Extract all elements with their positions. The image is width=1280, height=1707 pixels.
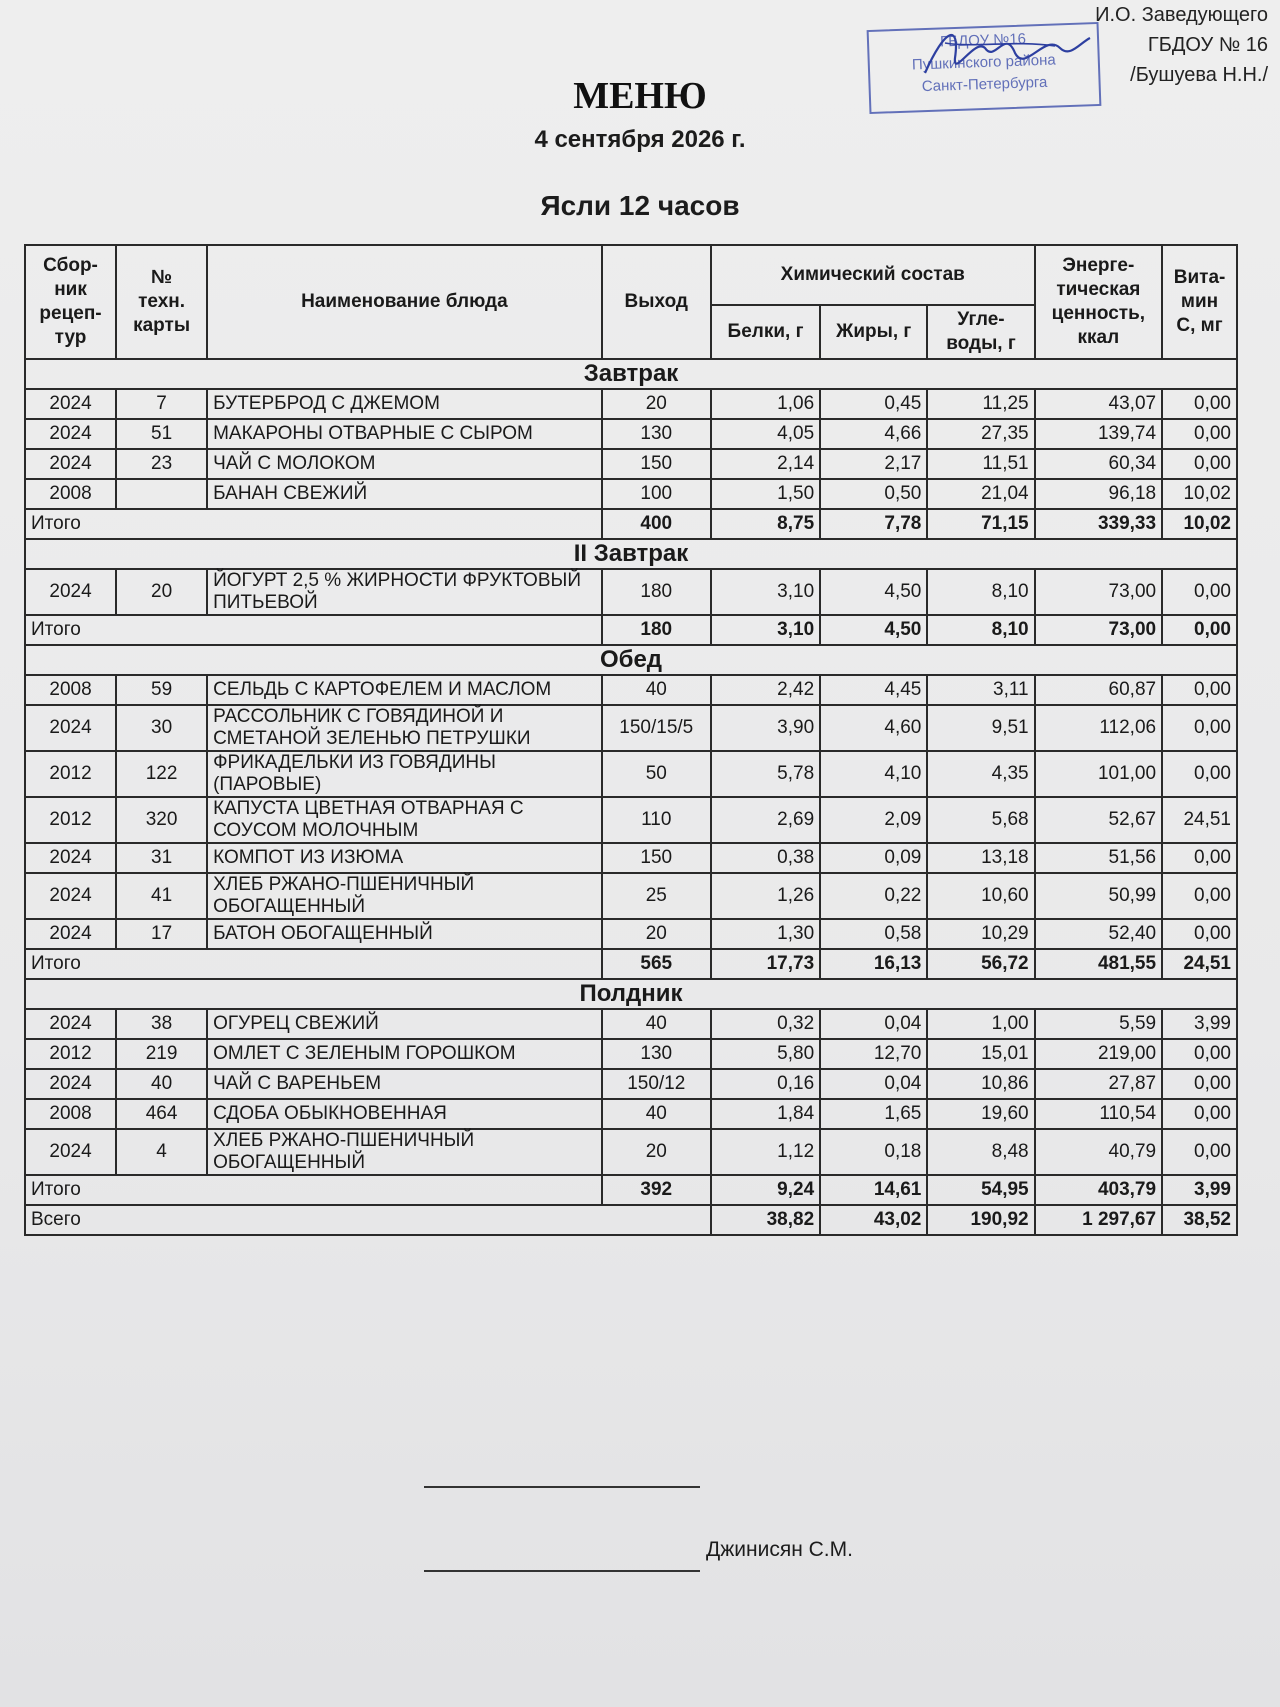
table-row <box>25 797 1237 843</box>
total-row <box>25 949 1237 979</box>
cell-fat: 0,18 <box>820 1129 927 1175</box>
cell-energy: 43,07 <box>1035 389 1162 419</box>
grand-total-row <box>25 1205 1237 1235</box>
cell-energy: 219,00 <box>1035 1039 1162 1069</box>
cell-collection: 2012 <box>25 797 116 843</box>
cell-collection: 2024 <box>25 873 116 919</box>
age-group: Ясли 12 часов <box>540 190 740 221</box>
cell-vitamin-c: 0,00 <box>1162 1099 1237 1129</box>
section-title: Завтрак <box>25 359 1237 389</box>
table-row <box>25 705 1237 751</box>
table-row <box>25 1129 1237 1175</box>
total-carbs: 71,15 <box>927 509 1034 539</box>
signature-line <box>424 1486 700 1488</box>
cell-energy: 52,67 <box>1035 797 1162 843</box>
cell-yield: 20 <box>602 919 711 949</box>
cell-dish-name: МАКАРОНЫ ОТВАРНЫЕ С СЫРОМ <box>207 419 602 449</box>
total-vitamin-c: 24,51 <box>1162 949 1237 979</box>
col-vitamin-c: Вита- мин С, мг <box>1162 245 1237 359</box>
cell-energy: 50,99 <box>1035 873 1162 919</box>
cell-yield: 50 <box>602 751 711 797</box>
cell-vitamin-c: 0,00 <box>1162 919 1237 949</box>
cell-dish-name: БАТОН ОБОГАЩЕННЫЙ <box>207 919 602 949</box>
total-protein: 9,24 <box>711 1175 820 1205</box>
col-collection: Сбор- ник рецеп- тур <box>25 245 116 359</box>
total-energy: 403,79 <box>1035 1175 1162 1205</box>
cell-yield: 25 <box>602 873 711 919</box>
cell-energy: 60,87 <box>1035 675 1162 705</box>
table-row <box>25 1009 1237 1039</box>
cell-carbs: 13,18 <box>927 843 1034 873</box>
cell-protein: 1,30 <box>711 919 820 949</box>
cell-vitamin-c: 0,00 <box>1162 1129 1237 1175</box>
total-protein: 8,75 <box>711 509 820 539</box>
table-body <box>25 359 1237 1235</box>
cell-collection: 2024 <box>25 1129 116 1175</box>
total-vitamin-c: 10,02 <box>1162 509 1237 539</box>
section-title: II Завтрак <box>25 539 1237 569</box>
col-yield: Выход <box>602 245 711 359</box>
cell-yield: 130 <box>602 419 711 449</box>
total-row <box>25 509 1237 539</box>
cell-yield: 150 <box>602 843 711 873</box>
table-row <box>25 1099 1237 1129</box>
cell-vitamin-c: 0,00 <box>1162 1069 1237 1099</box>
cell-card-number: 122 <box>116 751 207 797</box>
table-row <box>25 1039 1237 1069</box>
cell-dish-name: ХЛЕБ РЖАНО-ПШЕНИЧНЫЙ ОБОГАЩЕННЫЙ <box>207 1129 602 1175</box>
grand-total-vitamin-c: 38,52 <box>1162 1205 1237 1235</box>
cell-yield: 110 <box>602 797 711 843</box>
table-row <box>25 843 1237 873</box>
cell-energy: 51,56 <box>1035 843 1162 873</box>
cell-protein: 1,26 <box>711 873 820 919</box>
cell-fat: 4,50 <box>820 569 927 615</box>
total-energy: 481,55 <box>1035 949 1162 979</box>
cell-card-number: 4 <box>116 1129 207 1175</box>
cell-collection: 2024 <box>25 705 116 751</box>
grand-total-carbs: 190,92 <box>927 1205 1034 1235</box>
cell-card-number: 320 <box>116 797 207 843</box>
cell-vitamin-c: 0,00 <box>1162 843 1237 873</box>
cell-card-number: 464 <box>116 1099 207 1129</box>
cell-carbs: 8,48 <box>927 1129 1034 1175</box>
cell-card-number: 31 <box>116 843 207 873</box>
total-label: Итого <box>25 949 602 979</box>
col-card-number: № техн. карты <box>116 245 207 359</box>
cell-collection: 2008 <box>25 675 116 705</box>
cell-dish-name: СДОБА ОБЫКНОВЕННАЯ <box>207 1099 602 1129</box>
cell-energy: 139,74 <box>1035 419 1162 449</box>
cell-protein: 5,78 <box>711 751 820 797</box>
cell-energy: 96,18 <box>1035 479 1162 509</box>
cell-card-number: 40 <box>116 1069 207 1099</box>
cell-collection: 2024 <box>25 419 116 449</box>
cell-vitamin-c: 0,00 <box>1162 449 1237 479</box>
cell-card-number: 17 <box>116 919 207 949</box>
table-row <box>25 419 1237 449</box>
cell-card-number <box>116 479 207 509</box>
cell-vitamin-c: 0,00 <box>1162 1039 1237 1069</box>
total-protein: 3,10 <box>711 615 820 645</box>
cell-carbs: 8,10 <box>927 569 1034 615</box>
cell-card-number: 219 <box>116 1039 207 1069</box>
cell-dish-name: ФРИКАДЕЛЬКИ ИЗ ГОВЯДИНЫ (ПАРОВЫЕ) <box>207 751 602 797</box>
cell-carbs: 11,25 <box>927 389 1034 419</box>
cell-yield: 150/12 <box>602 1069 711 1099</box>
cell-dish-name: ХЛЕБ РЖАНО-ПШЕНИЧНЫЙ ОБОГАЩЕННЫЙ <box>207 873 602 919</box>
cell-card-number: 20 <box>116 569 207 615</box>
col-protein: Белки, г <box>711 305 820 359</box>
section-row <box>25 979 1237 1009</box>
cell-fat: 0,09 <box>820 843 927 873</box>
cell-energy: 40,79 <box>1035 1129 1162 1175</box>
cell-vitamin-c: 3,99 <box>1162 1009 1237 1039</box>
cell-yield: 150 <box>602 449 711 479</box>
cell-carbs: 3,11 <box>927 675 1034 705</box>
cell-protein: 3,10 <box>711 569 820 615</box>
cell-fat: 0,04 <box>820 1069 927 1099</box>
approval-name: /Бушуева Н.Н./ <box>1130 64 1268 86</box>
cell-fat: 1,65 <box>820 1099 927 1129</box>
cell-dish-name: ЧАЙ С ВАРЕНЬЕМ <box>207 1069 602 1099</box>
cell-energy: 60,34 <box>1035 449 1162 479</box>
total-row <box>25 615 1237 645</box>
cell-energy: 112,06 <box>1035 705 1162 751</box>
cell-protein: 2,42 <box>711 675 820 705</box>
cell-vitamin-c: 0,00 <box>1162 705 1237 751</box>
cell-card-number: 23 <box>116 449 207 479</box>
cell-carbs: 10,86 <box>927 1069 1034 1099</box>
cell-yield: 130 <box>602 1039 711 1069</box>
cell-vitamin-c: 0,00 <box>1162 419 1237 449</box>
cell-protein: 0,32 <box>711 1009 820 1039</box>
cell-card-number: 51 <box>116 419 207 449</box>
cell-carbs: 21,04 <box>927 479 1034 509</box>
total-yield: 392 <box>602 1175 711 1205</box>
grand-total-label: Всего <box>25 1205 711 1235</box>
total-fat: 7,78 <box>820 509 927 539</box>
total-yield: 400 <box>602 509 711 539</box>
total-energy: 339,33 <box>1035 509 1162 539</box>
total-vitamin-c: 0,00 <box>1162 615 1237 645</box>
cell-protein: 0,38 <box>711 843 820 873</box>
cell-fat: 2,17 <box>820 449 927 479</box>
approval-institution: ГБДОУ № 16 <box>1147 34 1268 56</box>
cell-protein: 3,90 <box>711 705 820 751</box>
stamp-line: Санкт-Петербурга <box>921 73 1048 96</box>
cell-carbs: 1,00 <box>927 1009 1034 1039</box>
cell-protein: 1,06 <box>711 389 820 419</box>
cell-collection: 2024 <box>25 1069 116 1099</box>
cell-dish-name: СЕЛЬДЬ С КАРТОФЕЛЕМ И МАСЛОМ <box>207 675 602 705</box>
total-carbs: 8,10 <box>927 615 1034 645</box>
cell-collection: 2012 <box>25 751 116 797</box>
table-row <box>25 449 1237 479</box>
cell-collection: 2012 <box>25 1039 116 1069</box>
cell-protein: 1,84 <box>711 1099 820 1129</box>
cell-carbs: 4,35 <box>927 751 1034 797</box>
table-row <box>25 873 1237 919</box>
menu-table <box>24 244 1238 1236</box>
cell-yield: 40 <box>602 1009 711 1039</box>
cell-vitamin-c: 0,00 <box>1162 389 1237 419</box>
cell-protein: 0,16 <box>711 1069 820 1099</box>
col-dish-name: Наименование блюда <box>207 245 602 359</box>
cell-vitamin-c: 10,02 <box>1162 479 1237 509</box>
cell-fat: 0,50 <box>820 479 927 509</box>
approval-position: И.О. Заведующего <box>1095 4 1268 26</box>
cell-fat: 4,10 <box>820 751 927 797</box>
menu-date: 4 сентября 2026 г. <box>534 126 746 153</box>
cell-yield: 20 <box>602 389 711 419</box>
cell-yield: 40 <box>602 675 711 705</box>
cell-collection: 2024 <box>25 1009 116 1039</box>
cell-protein: 5,80 <box>711 1039 820 1069</box>
cell-vitamin-c: 0,00 <box>1162 569 1237 615</box>
cell-card-number: 59 <box>116 675 207 705</box>
cell-fat: 12,70 <box>820 1039 927 1069</box>
total-energy: 73,00 <box>1035 615 1162 645</box>
cell-dish-name: ОМЛЕТ С ЗЕЛЕНЫМ ГОРОШКОМ <box>207 1039 602 1069</box>
cell-dish-name: ОГУРЕЦ СВЕЖИЙ <box>207 1009 602 1039</box>
cell-collection: 2024 <box>25 919 116 949</box>
total-carbs: 54,95 <box>927 1175 1034 1205</box>
cell-energy: 110,54 <box>1035 1099 1162 1129</box>
cell-collection: 2008 <box>25 479 116 509</box>
grand-total-energy: 1 297,67 <box>1035 1205 1162 1235</box>
cell-dish-name: ЧАЙ С МОЛОКОМ <box>207 449 602 479</box>
cell-dish-name: РАССОЛЬНИК С ГОВЯДИНОЙ И СМЕТАНОЙ ЗЕЛЕНЬЮ ПЕТРУШКИ <box>207 705 602 751</box>
section-row <box>25 359 1237 389</box>
total-row <box>25 1175 1237 1205</box>
cell-energy: 73,00 <box>1035 569 1162 615</box>
cell-fat: 2,09 <box>820 797 927 843</box>
cell-yield: 180 <box>602 569 711 615</box>
table-header <box>25 245 1237 359</box>
cell-dish-name: БАНАН СВЕЖИЙ <box>207 479 602 509</box>
grand-total-fat: 43,02 <box>820 1205 927 1235</box>
cell-carbs: 11,51 <box>927 449 1034 479</box>
col-carbs: Угле- воды, г <box>927 305 1034 359</box>
cell-collection: 2024 <box>25 843 116 873</box>
cell-protein: 2,69 <box>711 797 820 843</box>
section-row <box>25 645 1237 675</box>
table-row <box>25 675 1237 705</box>
stamp-line: Пушкинского района <box>911 51 1056 74</box>
cell-carbs: 5,68 <box>927 797 1034 843</box>
total-label: Итого <box>25 1175 602 1205</box>
cell-carbs: 9,51 <box>927 705 1034 751</box>
total-protein: 17,73 <box>711 949 820 979</box>
cell-vitamin-c: 0,00 <box>1162 873 1237 919</box>
cell-vitamin-c: 24,51 <box>1162 797 1237 843</box>
cell-fat: 0,58 <box>820 919 927 949</box>
cell-carbs: 27,35 <box>927 419 1034 449</box>
cell-dish-name: БУТЕРБРОД С ДЖЕМОМ <box>207 389 602 419</box>
cell-carbs: 19,60 <box>927 1099 1034 1129</box>
cell-collection: 2024 <box>25 569 116 615</box>
cell-carbs: 10,29 <box>927 919 1034 949</box>
section-title: Обед <box>25 645 1237 675</box>
total-fat: 14,61 <box>820 1175 927 1205</box>
cell-card-number: 7 <box>116 389 207 419</box>
cell-energy: 27,87 <box>1035 1069 1162 1099</box>
cell-fat: 4,66 <box>820 419 927 449</box>
table-row <box>25 389 1237 419</box>
cell-fat: 0,04 <box>820 1009 927 1039</box>
cell-card-number: 30 <box>116 705 207 751</box>
col-energy: Энерге- тическая ценность, ккал <box>1035 245 1162 359</box>
cell-protein: 4,05 <box>711 419 820 449</box>
cell-vitamin-c: 0,00 <box>1162 675 1237 705</box>
table-row <box>25 569 1237 615</box>
total-yield: 565 <box>602 949 711 979</box>
total-vitamin-c: 3,99 <box>1162 1175 1237 1205</box>
cell-dish-name: КОМПОТ ИЗ ИЗЮМА <box>207 843 602 873</box>
page-title: МЕНЮ <box>573 75 707 117</box>
cell-fat: 4,60 <box>820 705 927 751</box>
total-carbs: 56,72 <box>927 949 1034 979</box>
cell-energy: 52,40 <box>1035 919 1162 949</box>
cell-yield: 40 <box>602 1099 711 1129</box>
cell-energy: 5,59 <box>1035 1009 1162 1039</box>
cell-vitamin-c: 0,00 <box>1162 751 1237 797</box>
cell-fat: 4,45 <box>820 675 927 705</box>
total-fat: 16,13 <box>820 949 927 979</box>
cell-energy: 101,00 <box>1035 751 1162 797</box>
cell-collection: 2008 <box>25 1099 116 1129</box>
section-row <box>25 539 1237 569</box>
cell-fat: 0,45 <box>820 389 927 419</box>
cell-fat: 0,22 <box>820 873 927 919</box>
table-row <box>25 1069 1237 1099</box>
cell-dish-name: ЙОГУРТ 2,5 % ЖИРНОСТИ ФРУКТОВЫЙ ПИТЬЕВОЙ <box>207 569 602 615</box>
section-title: Полдник <box>25 979 1237 1009</box>
table-row <box>25 479 1237 509</box>
signature-line <box>424 1570 700 1572</box>
stamp-line: ГБДОУ №16 <box>939 30 1027 51</box>
cell-protein: 1,12 <box>711 1129 820 1175</box>
col-chem-composition: Химический состав <box>711 245 1035 305</box>
total-fat: 4,50 <box>820 615 927 645</box>
cell-yield: 150/15/5 <box>602 705 711 751</box>
cell-collection: 2024 <box>25 389 116 419</box>
cell-card-number: 41 <box>116 873 207 919</box>
cell-collection: 2024 <box>25 449 116 479</box>
cell-dish-name: КАПУСТА ЦВЕТНАЯ ОТВАРНАЯ С СОУСОМ МОЛОЧНЫМ <box>207 797 602 843</box>
grand-total-protein: 38,82 <box>711 1205 820 1235</box>
table-row <box>25 751 1237 797</box>
total-label: Итого <box>25 615 602 645</box>
cell-card-number: 38 <box>116 1009 207 1039</box>
cell-protein: 1,50 <box>711 479 820 509</box>
cell-carbs: 10,60 <box>927 873 1034 919</box>
table-row <box>25 919 1237 949</box>
total-label: Итого <box>25 509 602 539</box>
col-fat: Жиры, г <box>820 305 927 359</box>
signatory-name: Джинисян С.М. <box>706 1538 853 1561</box>
total-yield: 180 <box>602 615 711 645</box>
cell-carbs: 15,01 <box>927 1039 1034 1069</box>
cell-yield: 20 <box>602 1129 711 1175</box>
cell-yield: 100 <box>602 479 711 509</box>
cell-protein: 2,14 <box>711 449 820 479</box>
